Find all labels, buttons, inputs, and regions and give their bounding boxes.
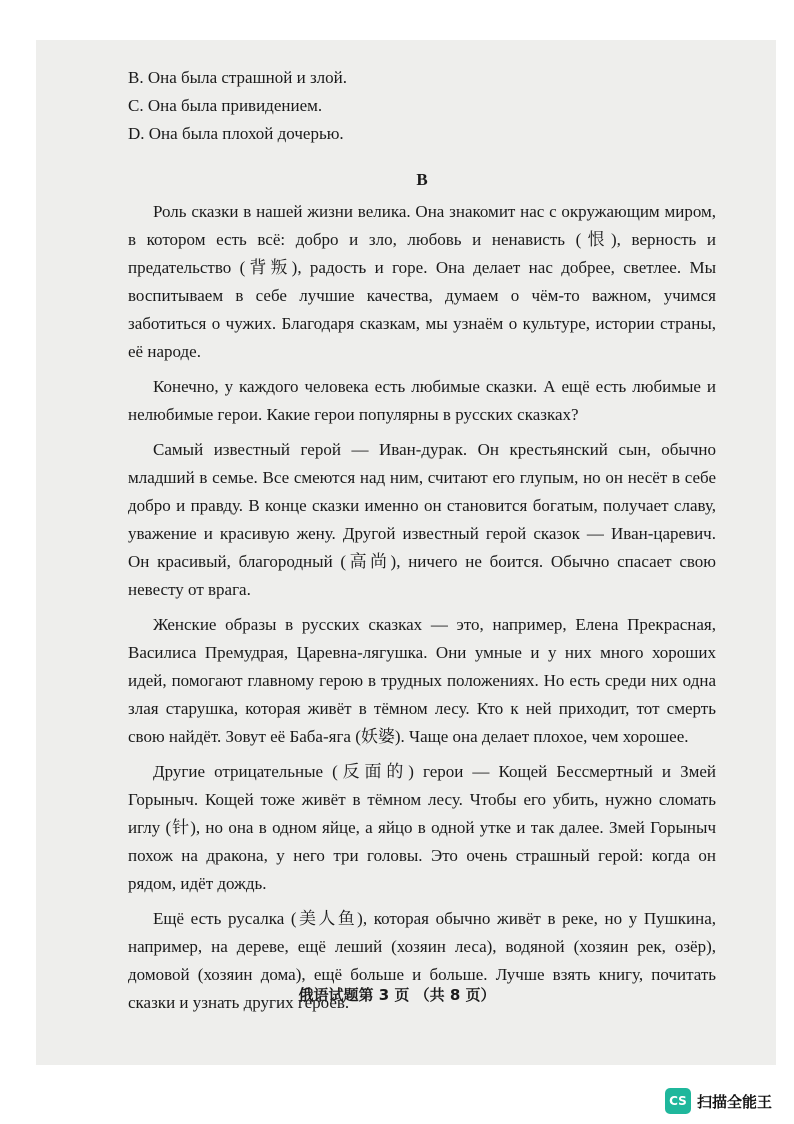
camscanner-logo-icon: CS: [665, 1088, 691, 1114]
section-title: B: [416, 170, 428, 189]
page-content: [128, 64, 716, 1024]
answer-option-c: C. Она была привидением.: [128, 96, 323, 115]
answer-option-b: B. Она была страшной и злой.: [128, 68, 348, 87]
page-footer: 俄语试题第 3 页 （共 8 页）: [298, 986, 496, 1004]
answer-option-d: D. Она была плохой дочерью.: [128, 124, 344, 143]
paragraph-female-images: Женские образы в русских сказках — это, например, Елена Прекрасная, Василиса Премудрая, Царевна-лягушка. Они умные и у них много хороших идей, помогают главному герою в трудных положениях. Но есть среди них одна злая старушка, которая живёт в тёмном лесу. Кто к ней приходит, тот смерть свою найдёт. Зовут её Баба-яга (妖婆). Чаще она делает плохое, чем хорошее.: [128, 615, 716, 746]
paragraph-role-of-fairy-tales: Роль сказки в нашей жизни велика. Она знакомит нас с окружающим миром, в котором есть всё: добро и зло, любовь и ненависть (恨), верность и предательство (背叛), радость и горе. Она делает нас добрее, светлее. Мы воспитываем в себе лучшие качества, думаем о чём-то важном, учимся заботиться о чужих. Благодаря сказкам, мы узнаём о культуре, истории страны, её народе.: [128, 202, 716, 361]
paragraph-favorite-tales: Конечно, у каждого человека есть любимые сказки. А ещё есть любимые и нелюбимые герои. Какие герои популярны в русских сказках?: [128, 377, 716, 424]
paragraph-other-creatures: Ещё есть русалка (美人鱼), которая обычно живёт в реке, но у Пушкина, например, на дереве, ещё леший (хозяин леса), водяной (хозяин рек, озёр), домовой (хозяин дома), ещё больше и больше. Лучше взять книгу, почитать сказки и узнать других героев.: [128, 909, 716, 1012]
camscanner-watermark: [665, 1088, 772, 1114]
paragraph-negative-heroes: Другие отрицательные (反面的) герои — Кощей Бессмертный и Змей Горыныч. Кощей тоже живёт в тёмном лесу. Чтобы его убить, нужно сломать иглу (针), но она в одном яйце, а яйцо в одной утке и так далее. Змей Горыныч похож на дракона, у него три головы. Это очень страшный герой: когда он рядом, идёт дождь.: [128, 762, 716, 893]
camscanner-label: 扫描全能王: [696, 1092, 772, 1111]
paragraph-ivan-heroes: Самый известный герой — Иван-дурак. Он крестьянский сын, обычно младший в семье. Все смеются над ним, считают его глупым, но он несёт в себе добро и правду. В конце сказки именно он становится богатым, получает славу, уважение и красивую жену. Другой известный герой сказок — Иван-царевич. Он красивый, благородный (高尚), ничего не боится. Обычно спасает свою невесту от врага.: [128, 440, 716, 599]
